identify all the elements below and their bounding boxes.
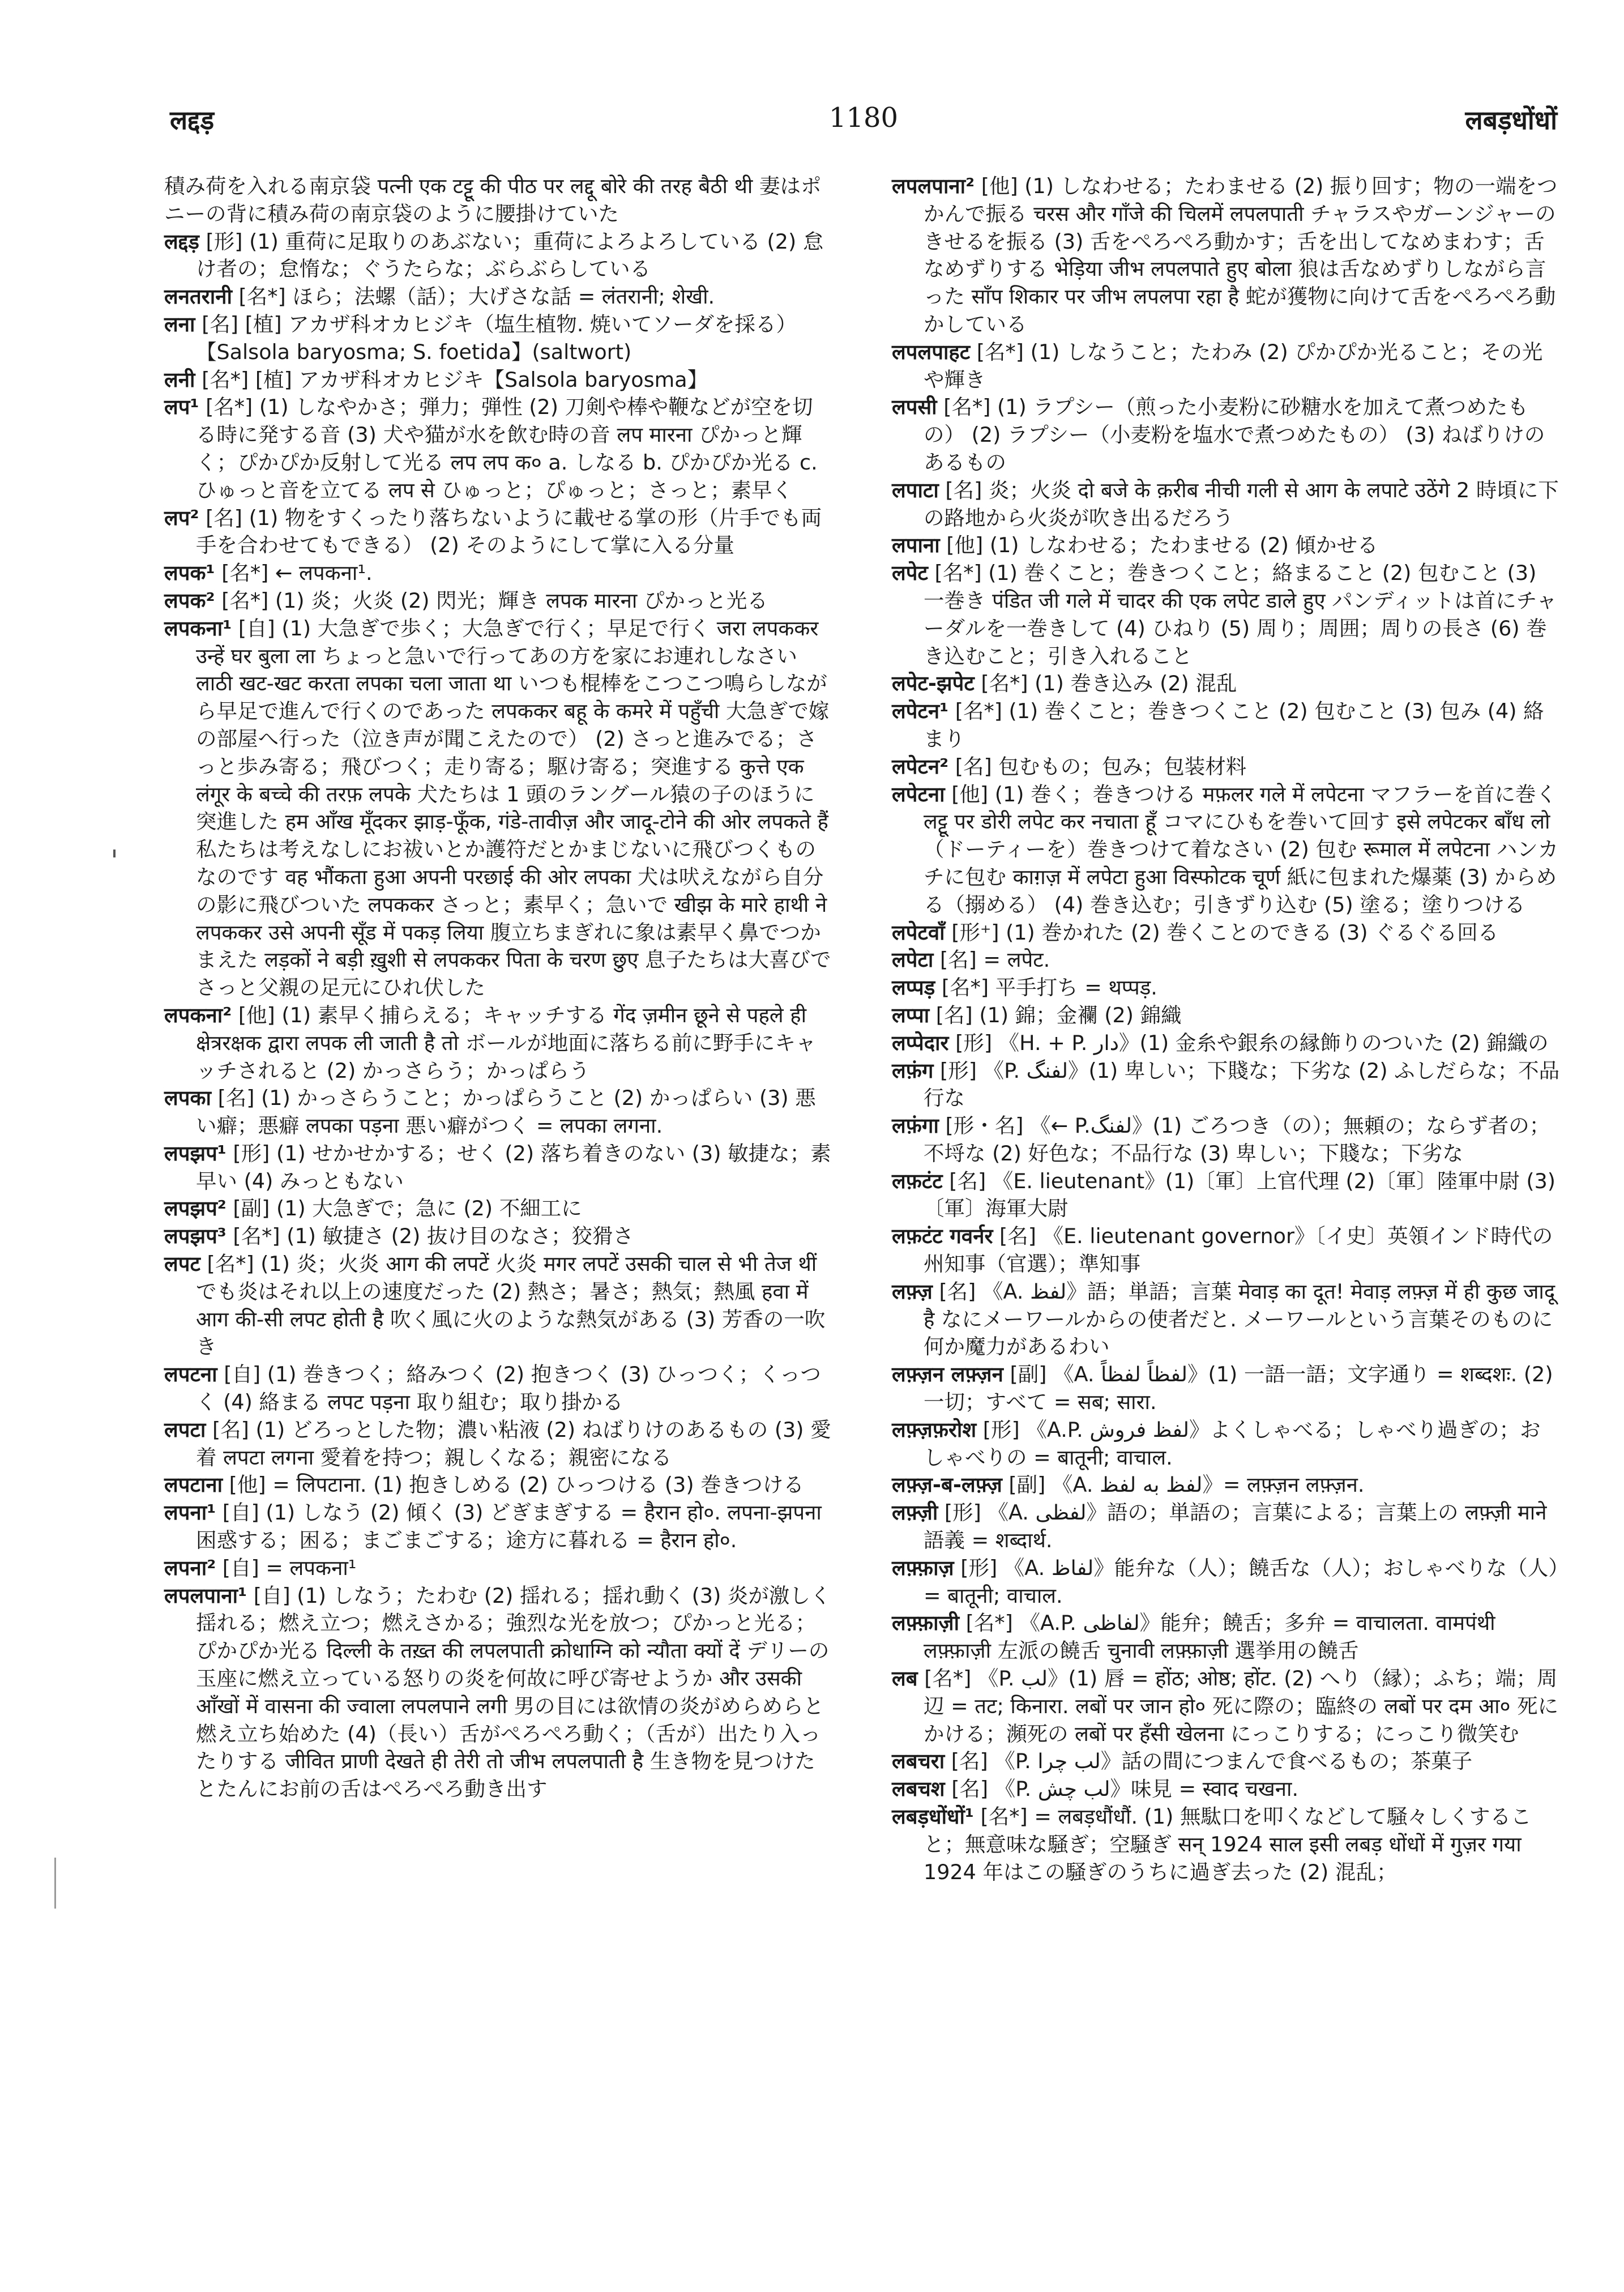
dictionary-entry [892, 1223, 1560, 1278]
headword: लपेटना [892, 782, 945, 806]
headword: लफ़टंट [892, 1168, 943, 1193]
dictionary-entry [164, 311, 832, 366]
definition-text: [形⁺] (1) 巻かれた (2) 巻くことのできる (3) ぐるぐる回る [945, 920, 1499, 945]
definition-text: [名] (1) どろっとした物；濃い粘液 (2) ねばりけのあるもの (3) 愛着 लपटा लगना 愛着を持つ；親しくなる；親密になる [196, 1417, 831, 1470]
headword: लफ़्ज़न लफ़्ज़न [892, 1362, 1003, 1387]
definition-text: [名*] 《A.P. لفاظی》能弁；饒舌；多弁 = वाचालता. वामपंथी लफ़्फ़ाज़ी 左派の饒舌 चुनावी लफ़्फ़ाज़ी 選挙用の饒舌 [924, 1611, 1495, 1663]
headword: लपझप² [164, 1196, 226, 1221]
dictionary-entry [892, 394, 1560, 476]
dictionary-entry [892, 173, 1560, 339]
definition-text: [他] (1) 素早く捕らえる；キャッチする गेंद ज़मीन छूने से पहले ही क्षेत्ररक्षक द्वारा लपक ली जाती है तो ボールが地面に落ちる前に野手にキャッチされると (2) かっさらう；かっぱらう [196, 1002, 817, 1083]
definition-text: [副] (1) 大急ぎで；急に (2) 不細工に [226, 1196, 582, 1221]
dictionary-entry [892, 1361, 1560, 1416]
headword: लफ़्ज़ [892, 1279, 933, 1304]
dictionary-entry [892, 1112, 1560, 1168]
definition-text: 積み荷を入れる南京袋 पत्नी एक टट्टू की पीठ पर लद्दू बोरे की तरह बैठी थी 妻はポニーの背に積み荷の南京袋のように腰掛けていた [164, 174, 822, 226]
headword: लनतरानी [164, 284, 232, 309]
dictionary-entry [892, 753, 1560, 781]
headword: लपेट [892, 561, 928, 586]
headword: लफ़्ज़-ब-लफ़्ज़ [892, 1472, 1002, 1497]
definition-text: [名] 《A. لفظ》語；単語；言葉 मेवाड़ का दूत! मेवाड़ लफ़्ज़ में ही कुछ जादू है なにメーワールからの使者だと. メーワールという言葉そのものに何か魔力があるわい [924, 1279, 1555, 1359]
dictionary-entry [892, 1057, 1560, 1113]
headword: लपसी [892, 395, 937, 420]
dictionary-entry [164, 1471, 832, 1499]
dictionary-entry [892, 946, 1560, 974]
dictionary-entry [164, 173, 832, 228]
headword: लपकना² [164, 1002, 232, 1027]
headword: लपटना [164, 1362, 217, 1387]
headword: लफ़्फ़ाज़ [892, 1555, 954, 1580]
definition-text: [形・名] 《← P.لفنگ》(1) ごろつき（の）；無頼の；ならず者の；不埒な (2) 好色な；不品行な (3) 卑しい；下賤な；下劣な [924, 1113, 1550, 1166]
dictionary-entry [892, 339, 1560, 394]
definition-text: [自] (1) しなう (2) 傾く (3) どぎまぎする = हैरान हो०. लपना-झपना 困惑する；困る；まごまごする；途方に暮れる = हैरान हो०. [196, 1500, 822, 1553]
definition-text: [形] 《P. لفنگ》(1) 卑しい；下賤な；下劣な (2) ふしだらな；不品行な [924, 1058, 1560, 1111]
left-guide-word: लद्दड़ [170, 105, 215, 135]
definition-text: [自] (1) しなう；たわむ (2) 揺れる；揺れ動く (3) 炎が激しく揺れる；燃え立つ；燃えさかる；強烈な光を放つ；ぴかっと光る；ぴかぴか光る दिल्ली के तख़्त की लपलपाती क्रोधाग्नि को न्यौता क्यों दें デリーの玉座に燃え立っている怒りの炎を何故に呼び寄せようか और उसकी आँखों में वासना की ज्वाला लपलपाने लगी 男の目には欲情の炎がめらめらと燃え立ち始めた (4)（長い）舌がぺろぺろ動く；（舌が）出たり入ったりする जीवित प्राणी देखते ही तेरी तो जीभ लपलपाती है 生き物を見つけたとたんにお前の舌はぺろぺろ動き出す [196, 1583, 831, 1802]
definition-text: [他] (1) しなわせる；たわませる (2) 振り回す；物の一端をつかんで振る चरस और गाँजे की चिलमें लपलपाती チャラスやガーンジャーのきせるを振る (3) 舌をぺろぺろ動かす；舌を出してなめまわす；舌なめずりする भेड़िया जीभ लपलपाते हुए बोला 狼は舌なめずりしながら言った साँप शिकार पर जीभ लपलपा रहा है 蛇が獲物に向けて舌をぺろぺろ動かしている [924, 174, 1558, 336]
headword: लफ़्ज़फ़रोश [892, 1417, 977, 1442]
dictionary-entry [164, 283, 832, 311]
definition-text: [自] (1) 大急ぎで歩く；大急ぎで行く；早足で行く जरा लपककर उन्हें घर बुला ला ちょっと急いで行ってあの方を家にお連れしなさい लाठी खट-खट करता लपका चला जाता था いつも棍棒をこつこつ鳴らしながら早足で進んで行くのであった लपककर बहू के कमरे में पहुँची 大急ぎで嫁の部屋へ行った（泣き声が聞こえたので） (2) さっと進みでる；さっと歩み寄る；飛びつく；走り寄る；駆け寄る；突進する कुत्ते एक लंगूर के बच्चे की तरफ़ लपके 犬たちは 1 頭のラングール猿の子のほうに突進した हम आँख मूँदकर झाड़-फूँक, गंडे-तावीज़ और जादू-टोने की ओर लपकते हैं 私たちは考えなしにお祓いとか護符だとかまじないに飛びつくものなのです वह भौंकता हुआ अपनी परछाई की ओर लपका 犬は吠えながら自分の影に飛びついた लपककर さっと；素早く；急いで खीझ के मारे हाथी ने लपककर उसे अपनी सूँड में पकड़ लिया 腹立ちまぎれに象は素早く鼻でつかまえた लड़कों ने बड़ी ख़ुशी से लपककर पिता के चरण छुए 息子たちは大喜びでさっと父親の足元にひれ伏した [196, 616, 831, 1000]
definition-text: [副] 《A. لفظ به لفظ》= लफ़्ज़न लफ़्ज़न. [1002, 1472, 1365, 1497]
headword: लपाना [892, 533, 940, 558]
dictionary-entry [164, 1416, 832, 1472]
headword: लपझप³ [164, 1224, 226, 1249]
definition-text: [名] [植] アカザ科オカヒジキ（塩生植物. 焼いてソーダを採る）【Salsola baryosma; S. foetida】(saltwort) [195, 311, 797, 364]
dictionary-entry [892, 698, 1560, 753]
dictionary-entry [892, 1610, 1560, 1665]
definition-text: [名] (1) 物をすくったり落ちないように載せる掌の形（片手でも両手を合わせてもできる） (2) そのようにして掌に入る分量 [196, 505, 822, 558]
definition-text: [形] 《H. + P. دار》(1) 金糸や銀糸の縁飾りのついた (2) 錦織の [948, 1030, 1549, 1055]
headword: लपझप¹ [164, 1141, 226, 1166]
headword: लपका [164, 1086, 211, 1111]
headword: लबचरा [892, 1749, 945, 1774]
headword: लना [164, 311, 195, 336]
dictionary-entry [892, 1555, 1560, 1610]
headword: लपेटा [892, 947, 934, 972]
definition-text: [形] 《A. لفاظ》能弁な（人）；饒舌な（人）；おしゃべりな（人）= बातूनी; वाचाल. [924, 1555, 1559, 1608]
headword: लप्पड़ [892, 975, 935, 1000]
dictionary-entry [164, 366, 832, 394]
definition-text: [名*] (1) ラプシー（煎った小麦粉に砂糖水を加えて煮つめたもの） (2) ラプシー（小麦粉を塩水で煮つめたもの） (3) ねばりけのあるもの [924, 395, 1545, 475]
headword: लप्पा [892, 1002, 930, 1027]
headword: लद्दड़ [164, 229, 199, 254]
dictionary-entry [892, 1748, 1560, 1775]
headword: लफ़टंट गवर्नर [892, 1224, 993, 1249]
definition-text: [名] 《P. لب چش》味見 = स्वाद चखना. [945, 1777, 1299, 1802]
right-column [892, 173, 1560, 1886]
dictionary-entry [164, 394, 832, 504]
definition-text: [名] 《E. lieutenant》(1)〔軍〕上官代理 (2)〔軍〕陸軍中尉 (3)〔軍〕海軍大尉 [924, 1168, 1556, 1221]
headword: लपेटन¹ [892, 699, 949, 724]
headword: लपेटन² [892, 754, 949, 779]
left-column [164, 173, 832, 1803]
definition-text: [自] (1) 巻きつく；絡みつく (2) 抱きつく (3) ひっつく；くっつく (4) 絡まる लपट पड़ना 取り組む；取り掛かる [196, 1362, 821, 1415]
definition-text: [名*] 《P. لب》(1) 唇 = होंठ; ओष्ठ; होंट. (2) へり（縁）；ふち；端；周辺 = तट; किनारा. लबों पर जान हो० 死に際の；臨終の लबों पर दम आ० 死にかける；瀕死の लबों पर हँसी खेलना にっこりする；にっこり微笑む [917, 1666, 1559, 1746]
dictionary-entry [164, 1499, 832, 1555]
headword: लपक² [164, 588, 215, 613]
dictionary-entry [892, 1665, 1560, 1748]
dictionary-entry [164, 1582, 832, 1803]
dictionary-entry [164, 1361, 832, 1416]
headword: लपट [164, 1252, 200, 1277]
headword: लपना¹ [164, 1500, 216, 1525]
definition-text: [他] (1) 巻く；巻きつける मफ़लर गले में लपेटना マフラーを首に巻く लट्टू पर डोरी लपेट कर नचाता हूँ コマにひもを巻いて回す इसे लपेटकर बाँध लो（ドーティーを）巻きつけて着なさい (2) 包む रूमाल में लपेटना ハンカチに包む काग़ज़ में लपेटा हुआ विस्फोटक चूर्ण 紙に包まれた爆薬 (3) からめる（搦める） (4) 巻き込む；引きずり込む (5) 塗る；塗りつける [924, 782, 1559, 917]
definition-text: [名*] = लबड़धौंधौं. (1) 無駄口を叩くなどして騒々しくすること；無意味な騒ぎ；空騒ぎ सन् 1924 साल इसी लबड़ धोंधों में गुज़र गया 1924 年はこの騒ぎのうちに過ぎ去った (2) 混乱； [924, 1804, 1532, 1884]
dictionary-entry [892, 1030, 1560, 1057]
page-header [164, 102, 1563, 147]
headword: लप्पेदार [892, 1030, 949, 1055]
dictionary-entry [892, 1471, 1560, 1499]
dictionary-entry [892, 1803, 1560, 1886]
definition-text: [名*] (1) しなうこと；たわみ (2) ぴかぴか光ること；その光や輝き [924, 339, 1543, 392]
definition-text: [名] 炎；火炎 दो बजे के क़रीब नीची गली से आग के लपाटे उठेंगे 2 時頃に下の路地から火炎が吹き出るだろう [924, 477, 1559, 530]
margin-mark [54, 1858, 56, 1909]
definition-text: [名*] 平手打ち = थप्पड़. [935, 975, 1157, 1000]
definition-text: [他] (1) しなわせる；たわませる (2) 傾かせる [939, 533, 1378, 558]
dictionary-entry [164, 1085, 832, 1140]
dictionary-entry [164, 1250, 832, 1361]
dictionary-entry [164, 560, 832, 587]
definition-text: [名*] (1) 巻くこと；巻きつくこと (2) 包むこと (3) 包み (4) 絡まり [924, 699, 1544, 751]
headword: लपलपाना² [892, 174, 975, 198]
definition-text: [名*] (1) しなやかさ；弾力；弾性 (2) 刀剣や棒や鞭などが空を切る時に発する音 (3) 犬や猫が水を飲む時の音 लप मारना ぴかっと輝く；ぴかぴか反射して光る लप लप क० a. しなる b. ぴかぴか光る c. ひゅっと音を立てる लप से ひゅっと；ぴゅっと；さっと；素早く [196, 395, 818, 502]
dictionary-entry [892, 1416, 1560, 1472]
headword: लफ़ंग [892, 1058, 934, 1083]
right-guide-word: लबड़धोंधों [1465, 105, 1557, 135]
dictionary-entry [164, 1555, 832, 1582]
definition-text: [名] (1) 錦；金襴 (2) 錦織 [929, 1002, 1182, 1027]
headword: लपलपाना¹ [164, 1583, 247, 1608]
definition-text: [名] (1) かっさらうこと；かっぱらうこと (2) かっぱらい (3) 悪い癖；悪癖 लपका पड़ना 悪い癖がつく = लपका लगना. [196, 1086, 816, 1138]
headword: लब [892, 1666, 918, 1691]
page-number: 1180 [828, 102, 899, 134]
headword: लबचश [892, 1777, 945, 1802]
headword: लपटाना [164, 1472, 223, 1497]
headword: लप¹ [164, 395, 199, 420]
definition-text: [名*] (1) 敏捷さ (2) 抜け目のなさ；狡猾さ [226, 1224, 634, 1249]
headword: लपाटा [892, 477, 939, 502]
dictionary-entry [892, 532, 1560, 560]
dictionary-entry [164, 615, 832, 1002]
dictionary-entry [164, 505, 832, 560]
definition-text: [形] (1) せかせかする；せく (2) 落ち着きのない (3) 敏捷な；素早い (4) みっともない [196, 1141, 831, 1193]
headword: लफ़्ज़ी [892, 1500, 938, 1525]
definition-text: [名] 《E. lieutenant governor》〔イ史〕英領インド時代の州知事（官選）；準知事 [924, 1224, 1553, 1277]
definition-text: [名] 《P. لب چرا》話の間につまんで食べるもの；茶菓子 [945, 1749, 1473, 1774]
dictionary-entry [892, 1168, 1560, 1223]
definition-text: [自] = लपकना¹ [216, 1555, 357, 1580]
margin-mark [113, 850, 116, 857]
headword: लफ़ंगा [892, 1113, 939, 1138]
definition-text: [名*] [植] アカザ科オカヒジキ【Salsola baryosma】 [195, 367, 708, 392]
dictionary-entry [164, 228, 832, 284]
definition-text: [名*] (1) 炎；火炎 (2) 閃光；輝き लपक मारना ぴかっと光る [215, 588, 768, 613]
dictionary-entry [892, 560, 1560, 670]
dictionary-entry [892, 974, 1560, 1002]
headword: लप² [164, 505, 199, 530]
definition-text: [形] 《A.P. لفظ فروش》よくしゃべる；しゃべり過ぎの；おしゃべりの = बातूनी; वाचाल. [924, 1417, 1541, 1470]
definition-text: [名*] (1) 巻き込み (2) 混乱 [974, 671, 1237, 696]
headword: लपलपाहट [892, 339, 971, 364]
headword: लनी [164, 367, 195, 392]
dictionary-entry [164, 1140, 832, 1196]
definition-text: [形] (1) 重荷に足取りのあぶない；重荷によろよろしている (2) 怠け者の；怠惰な；ぐうたらな；ぶらぶらしている [196, 229, 824, 281]
definition-text: [他] = लिपटाना. (1) 抱きしめる (2) ひっつける (3) 巻きつける [223, 1472, 804, 1497]
dictionary-entry [892, 477, 1560, 532]
definition-text: [名*] ← लपकना¹. [215, 561, 373, 586]
dictionary-entry [892, 670, 1560, 698]
definition-text: [名*] (1) 巻くこと；巻きつくこと；絡まること (2) 包むこと (3) 一巻き पंडित जी गले में चादर की एक लपेट डाले हुए パンディットは首にチャーダルを一巻きして (4) ひねり (5) 周り；周囲；周りの長さ (6) 巻き込むこと；引き入れること [924, 561, 1557, 668]
definition-text: [副] 《A. لفظاً لفظاً》(1) 一語一語；文字通り = शब्दशः. (2) 一切；すべて = सब; सारा. [924, 1362, 1553, 1415]
headword: लपेट-झपेट [892, 671, 975, 696]
dictionary-entry [164, 587, 832, 615]
headword: लपेटवाँ [892, 920, 945, 945]
dictionary-entry [892, 781, 1560, 919]
dictionary-entry [164, 1002, 832, 1085]
dictionary-entry [892, 1775, 1560, 1803]
definition-text: [名*] ほら；法螺（話）；大げさな話 = लंतरानी; शेखी. [232, 284, 715, 309]
headword: लफ़्फ़ाज़ी [892, 1611, 960, 1636]
definition-text: [名] 包むもの；包み；包装材料 [948, 754, 1247, 779]
headword: लपना² [164, 1555, 216, 1580]
dictionary-entry [164, 1195, 832, 1223]
headword: लपकना¹ [164, 616, 232, 641]
definition-text: [名*] (1) 炎；火炎 आग की लपटें 火炎 मगर लपटें उसकी चाल से भी तेज थीं でも炎はそれ以上の速度だった (2) 熱さ；暑さ；熱気；熱風 हवा में आग की-सी लपट होती है 吹く風に火のような熱気がある (3) 芳香の一吹き [196, 1252, 826, 1359]
headword: लपक¹ [164, 561, 215, 586]
dictionary-entry [892, 919, 1560, 947]
dictionary-entry [892, 1499, 1560, 1555]
headword: लपटा [164, 1417, 206, 1442]
definition-text: [形] 《A. لفظی》語の；単語の；言葉による；言葉上の लफ़्ज़ी माने 語義 = शब्दार्थ. [924, 1500, 1547, 1553]
headword: लबड़धोंधों¹ [892, 1804, 974, 1829]
dictionary-entry [892, 1278, 1560, 1361]
dictionary-entry [892, 1002, 1560, 1030]
dictionary-entry [164, 1223, 832, 1250]
definition-text: [名] = लपेट. [933, 947, 1050, 972]
